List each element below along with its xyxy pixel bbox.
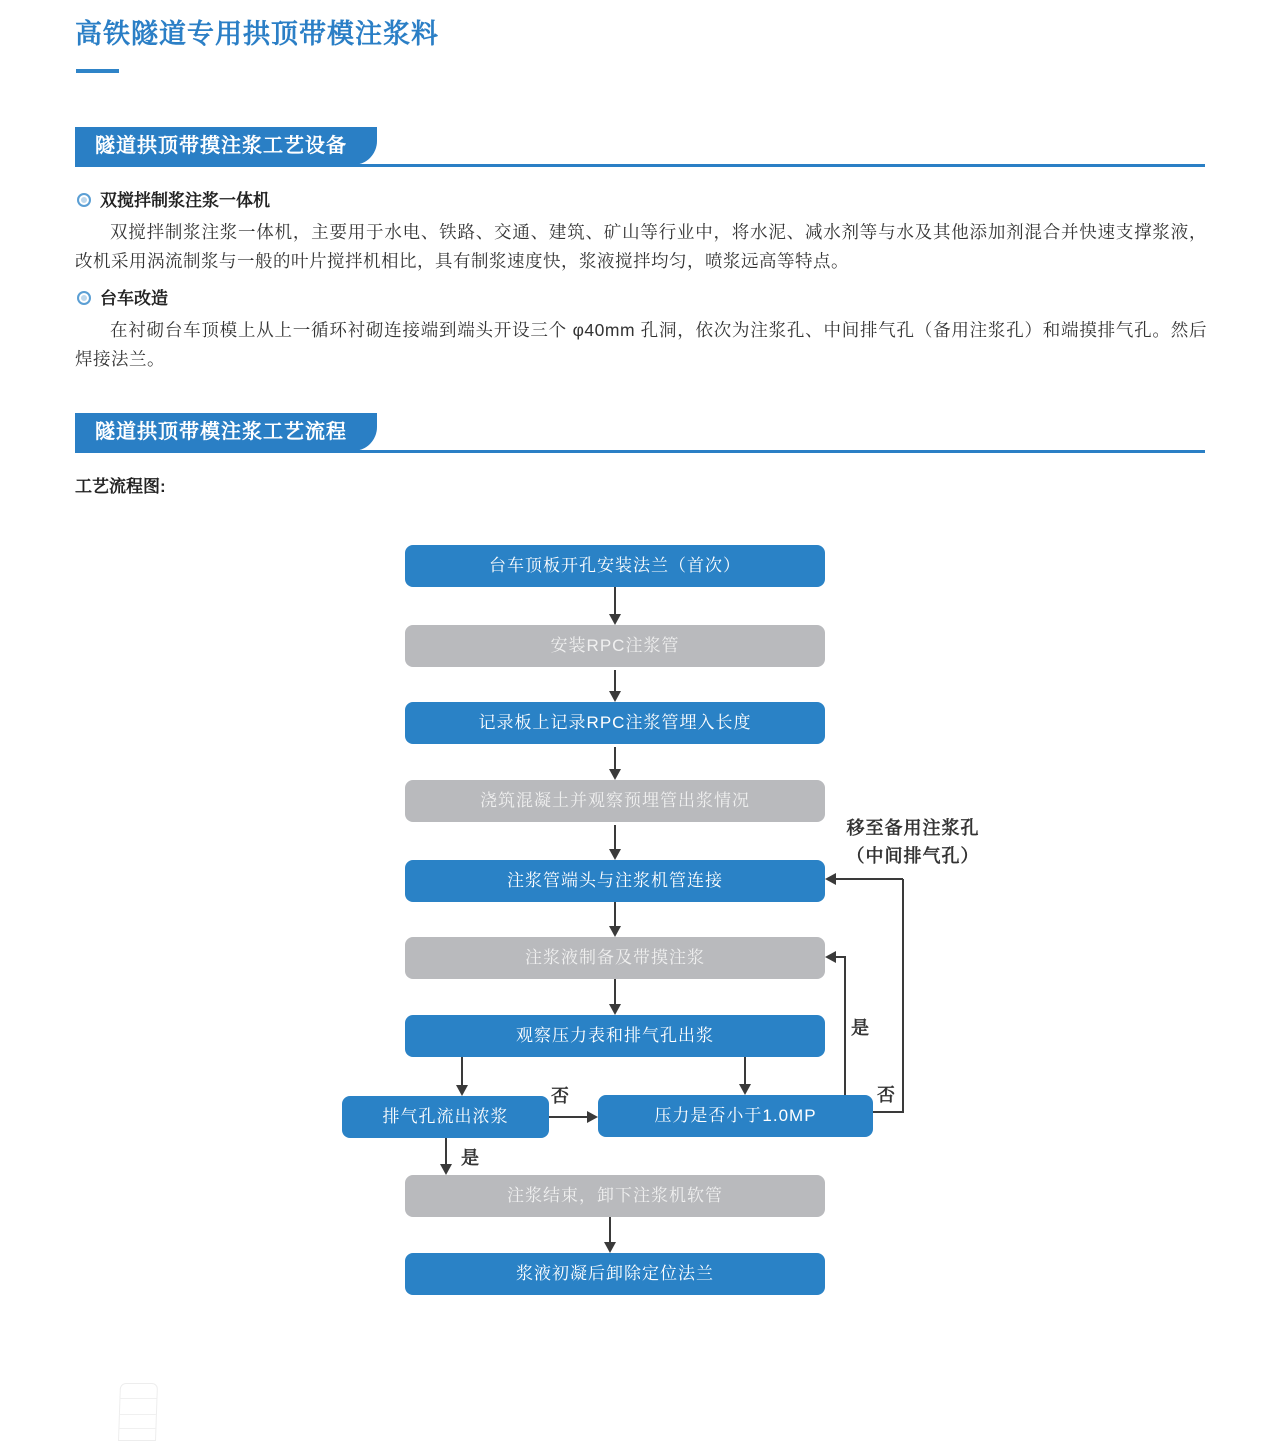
page-title: 高铁隧道专用拱顶带模注浆料 [75, 19, 439, 49]
bullet-item-mixer [77, 186, 270, 211]
title-underline [76, 69, 119, 73]
watermark-building [118, 1383, 158, 1441]
section-header-equipment [75, 127, 1205, 167]
arrow-down-icon [609, 926, 621, 937]
arrow-down-icon [604, 1242, 616, 1253]
arrow-left-icon [825, 951, 836, 963]
flow-connector [873, 1111, 904, 1113]
arrow-down-icon [609, 1004, 621, 1015]
flow-node-pour-concrete: 浇筑混凝土并观察预埋管出浆情况 [405, 780, 825, 822]
flow-node-vent-thick: 排气孔流出浓浆 [342, 1096, 549, 1138]
flow-connector [744, 1057, 746, 1084]
flow-node-record-length: 记录板上记录RPC注浆管埋入长度 [405, 702, 825, 744]
flow-connector [614, 747, 616, 769]
ring-bullet-icon [77, 193, 91, 207]
bullet-item-trolley [77, 284, 168, 309]
watermark-detail [119, 1428, 155, 1429]
paragraph-trolley: 在衬砌台车顶模上从上一循环衬砌连接端到端头开设三个 φ40mm 孔洞，依次为注浆孔、中间排气孔（备用注浆孔）和端摸排气孔。然后焊接法兰。 [75, 320, 1207, 369]
section-badge-label: 隧道拱顶带模注浆工艺流程 [75, 413, 377, 451]
watermark-detail [120, 1414, 156, 1415]
flow-connector [445, 1138, 447, 1164]
flow-node-observe-gauge: 观察压力表和排气孔出浆 [405, 1015, 825, 1057]
arrow-down-icon [609, 769, 621, 780]
process-flowchart [0, 540, 1280, 1330]
paragraph-mixer: 双搅拌制浆注浆一体机，主要用于水电、铁路、交通、建筑、矿山等行业中，将水泥、减水剂等与水及其他添加剂混合并快速支撑浆液，改机采用涡流制浆与一般的叶片搅拌机相比，具有制浆速度快，浆液搅拌均匀，喷浆远高等特点。 [75, 222, 1207, 271]
flowchart-caption: 工艺流程图: [75, 477, 166, 496]
flow-node-install-rpc: 安装RPC注浆管 [405, 625, 825, 667]
flow-connector [614, 902, 616, 926]
flow-node-finish-grout: 注浆结束，卸下注浆机软管 [405, 1175, 825, 1217]
flow-connector [902, 879, 904, 1113]
flow-connector [614, 670, 616, 691]
arrow-right-icon [587, 1111, 598, 1123]
flow-connector [836, 878, 903, 880]
watermark-detail [120, 1398, 156, 1399]
loop-annotation [833, 814, 993, 870]
arrow-down-icon [609, 849, 621, 860]
flow-node-prepare-grout: 注浆液制备及带摸注浆 [405, 937, 825, 979]
section-badge-label: 隧道拱顶带摸注浆工艺设备 [75, 127, 377, 165]
arrow-down-icon [456, 1085, 468, 1096]
arrow-down-icon [609, 614, 621, 625]
flow-connector [614, 587, 616, 614]
edge-label-yes: 是 [461, 1148, 479, 1168]
flow-connector [461, 1057, 463, 1085]
loop-annotation-line1: 移至备用注浆孔 [846, 818, 980, 838]
arrow-down-icon [739, 1084, 751, 1095]
flow-node-pressure-check: 压力是否小于1.0MP [598, 1095, 873, 1137]
arrow-down-icon [440, 1164, 452, 1175]
flow-node-remove-flange: 浆液初凝后卸除定位法兰 [405, 1253, 825, 1295]
section-header-process [75, 413, 1205, 453]
arrow-down-icon [609, 691, 621, 702]
flow-connector [614, 979, 616, 1004]
flow-connector [609, 1217, 611, 1242]
flow-node-drill-flange: 台车顶板开孔安装法兰（首次） [405, 545, 825, 587]
flow-connector [614, 825, 616, 849]
flow-connector [844, 956, 846, 1095]
bullet-heading: 台车改造 [100, 289, 168, 308]
flow-node-connect-pipe: 注浆管端头与注浆机管连接 [405, 860, 825, 902]
flow-connector [549, 1116, 587, 1118]
edge-label-no: 否 [877, 1085, 895, 1105]
edge-label-yes: 是 [851, 1018, 869, 1038]
bullet-heading: 双搅拌制浆注浆一体机 [100, 191, 270, 210]
loop-annotation-line2: （中间排气孔） [846, 846, 980, 866]
ring-bullet-icon [77, 291, 91, 305]
arrow-left-icon [825, 873, 836, 885]
edge-label-no: 否 [551, 1086, 569, 1106]
flow-connector [836, 956, 846, 958]
